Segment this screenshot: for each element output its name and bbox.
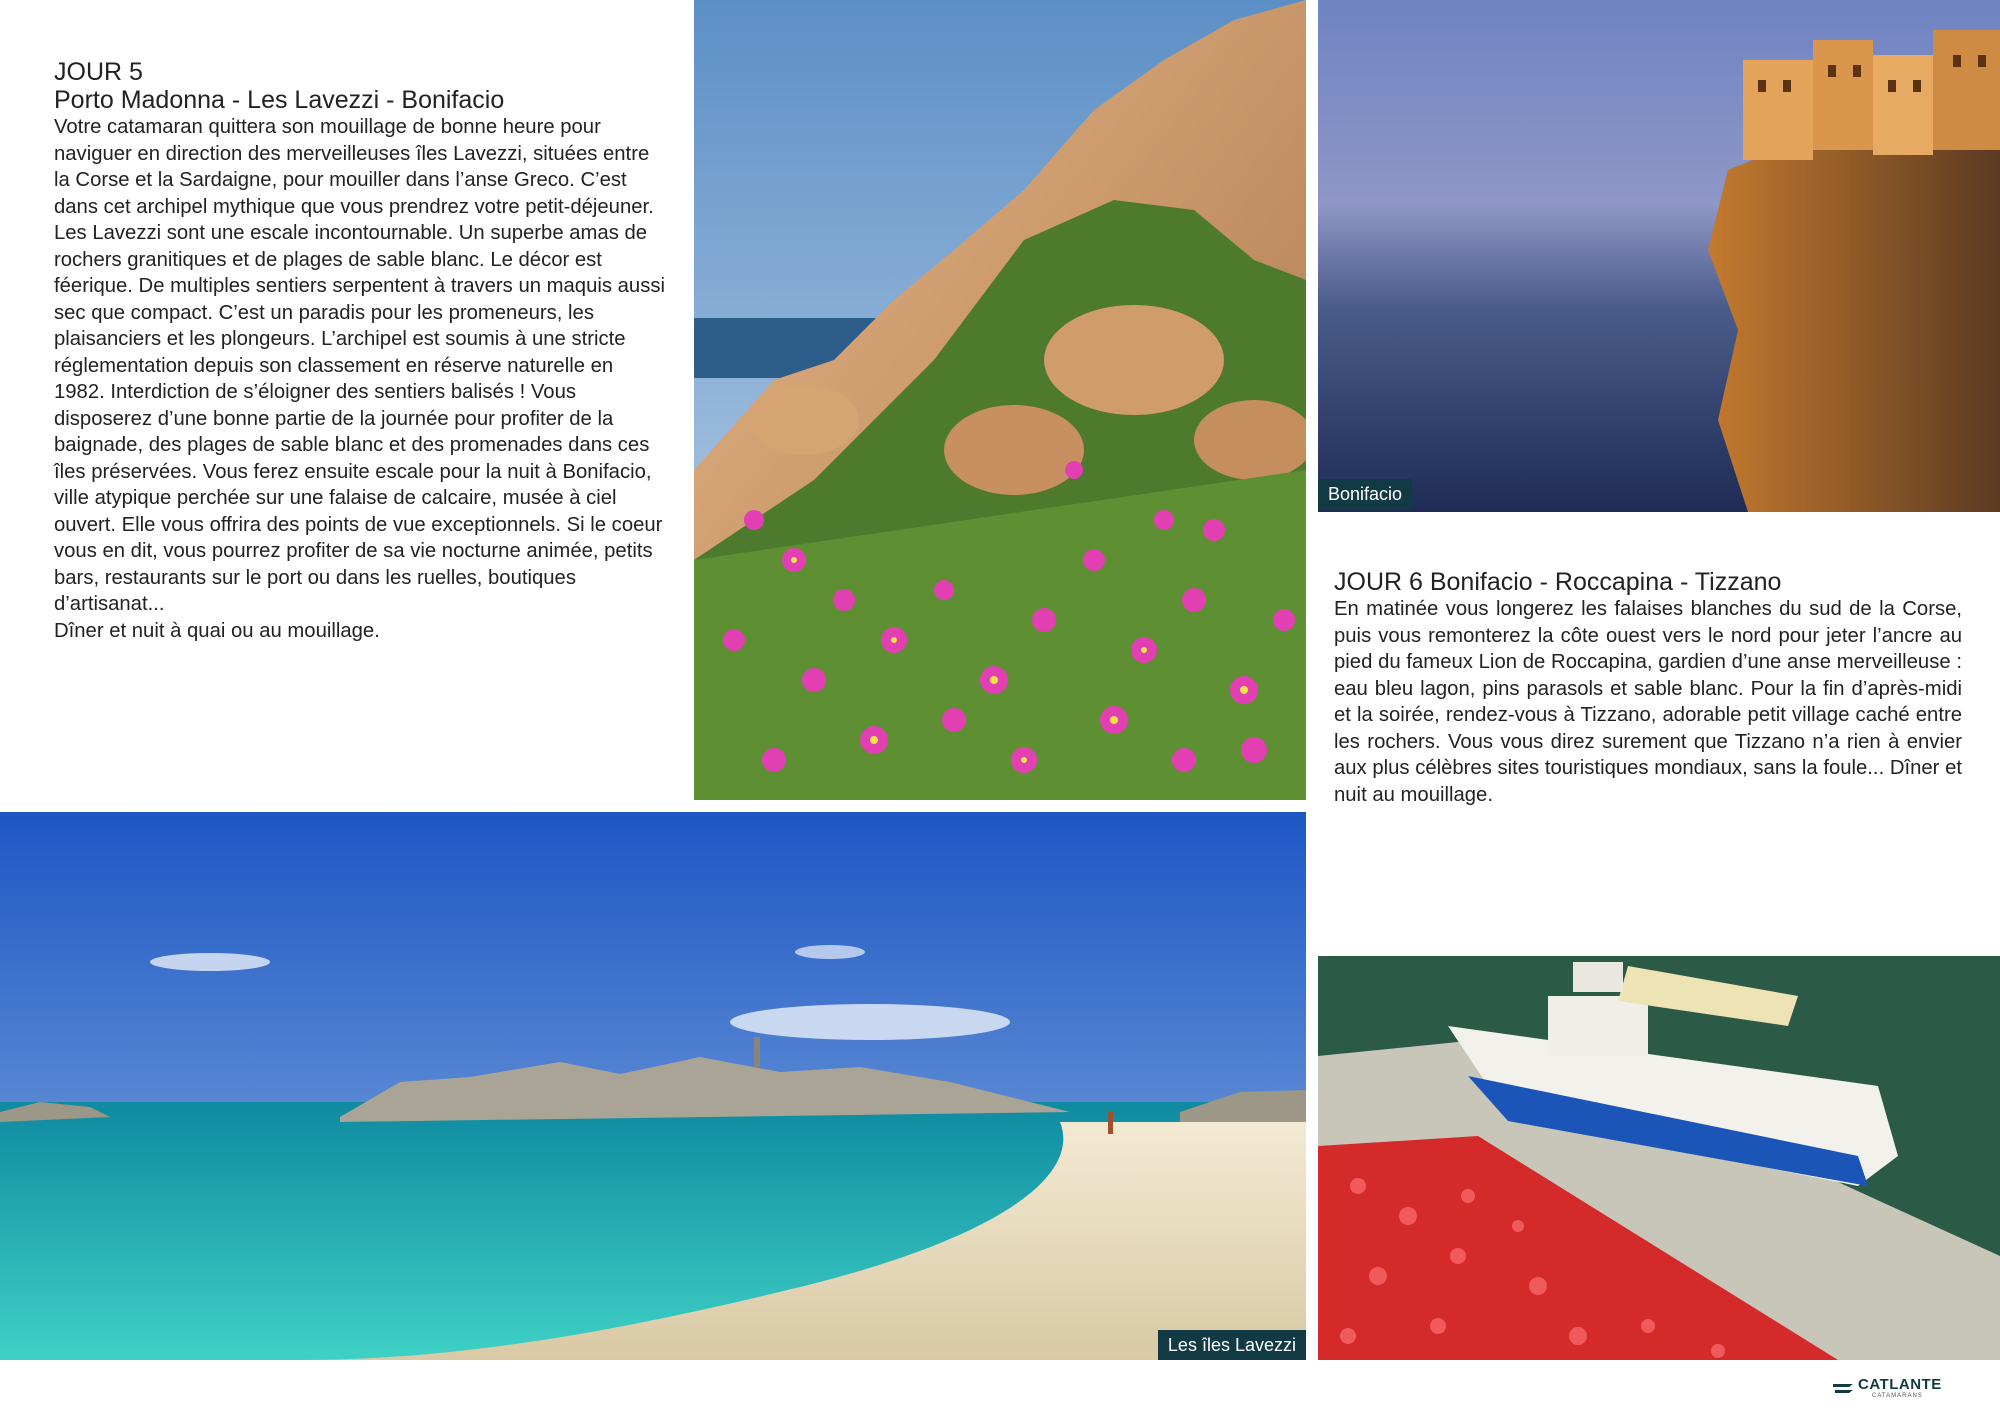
catlante-logo-mark-icon — [1832, 1380, 1854, 1396]
photo-bonifacio — [1318, 0, 2000, 512]
day5-closing: Dîner et nuit à quai ou au mouillage. — [54, 619, 380, 642]
logo-subtitle: CATAMARANS — [1872, 1393, 1923, 1399]
logo-name: CATLANTE — [1858, 1376, 1942, 1393]
photo-lavezzi-beach — [0, 812, 1306, 1360]
catlante-logo — [1832, 1376, 1952, 1402]
day5-title-line2: Porto Madonna - Les Lavezzi - Bonifacio — [54, 86, 505, 114]
day6-title: JOUR 6 Bonifacio - Roccapina - Tizzano — [1334, 568, 1782, 596]
day6-text-block — [1334, 568, 1962, 808]
photo-lavezzi-rocks-flowers — [694, 0, 1306, 800]
day5-paragraph: Votre catamaran quittera son mouillage de bonne heure pour naviguer en direction des merveilleuses îles Lavezzi, situées entre la Corse et la Sardaigne, pour mouiller dans l’anse Greco. C’est dans cet archipel mythique que vous prendrez votre petit-déjeuner. Les Lavezzi sont une escale incontournable. Un superbe amas de rochers granitiques et de plages de sable blanc. Le décor est féerique. De multiples sentiers serpentent à travers un maquis aussi sec que compact. C’est un paradis pour les promeneurs, les plaisanciers et les plongeurs. L’archipel est soumis à une stricte réglementation depuis son classement en réserve naturelle en 1982. Interdiction de s’éloigner des sentiers balisés ! Vous disposerez d’une bonne partie de la journée pour profiter de la baignade, des plages de sable blanc et des promenades dans ces îles préservées. Vous ferez ensuite escale pour la nuit à Bonifacio, ville atypique perchée sur une falaise de calcaire, musée à ciel ouvert. Elle vous offrira des points de vue exceptionnels. Si le coeur vous en dit, vous pourrez profiter de sa vie nocturne animée, petits bars, restaurants sur le port ou dans les ruelles, boutiques d’artisanat... — [54, 116, 665, 615]
caption-bonifacio: Bonifacio — [1318, 479, 1412, 509]
day5-title-line1: JOUR 5 — [54, 58, 143, 86]
day6-paragraph: En matinée vous longerez les falaises blanches du sud de la Corse, puis vous remonterez la côte ouest vers le nord pour jeter l’ancre au pied du fameux Lion de Roccapina, gardien d’une anse merveilleuse : eau bleu lagon, pins parasols et sable blanc. Pour la fin d’après-midi et la soirée, rendez-vous à Tizzano, adorable petit village caché entre les rochers. Vous vous direz surement que Tizzano n’a rien à envier aux plus célèbres sites touristiques mondiaux, sans la foule... Dîner et nuit au mouillage. — [1334, 598, 1962, 806]
day5-text-block — [54, 58, 668, 644]
caption-lavezzi: Les îles Lavezzi — [1158, 1330, 1306, 1360]
photo-fishing-boat — [1318, 956, 2000, 1360]
